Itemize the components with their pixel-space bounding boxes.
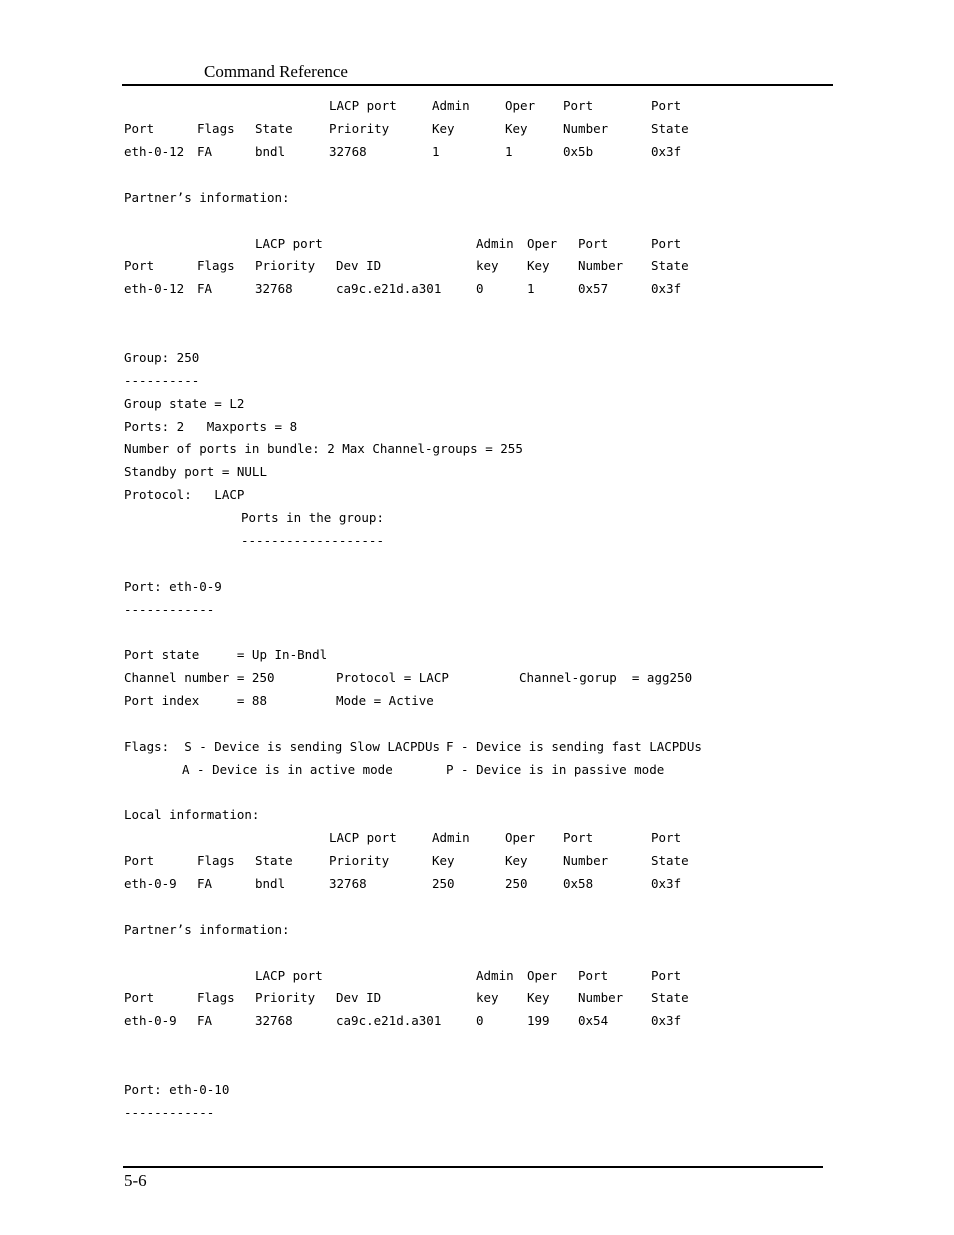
partner-header-port2: Port <box>651 236 682 251</box>
flags-f-line: F - Device is sending fast LACPDUs <box>446 739 702 754</box>
table-cell: eth-0-9 <box>124 876 177 891</box>
local-header-flags: Flags <box>197 853 235 868</box>
partner-header-lacp-port: LACP port <box>255 968 323 983</box>
port-eth-0-10-separator: ------------ <box>124 1105 215 1120</box>
partner-header-priority: Priority <box>255 990 316 1005</box>
table-cell: 0x54 <box>578 1013 609 1028</box>
table-cell: 0x3f <box>651 876 682 891</box>
table-cell: 0x57 <box>578 281 609 296</box>
partner-header-priority: Priority <box>255 258 316 273</box>
port-eth-0-10-label: Port: eth-0-10 <box>124 1082 230 1097</box>
table-cell: 32768 <box>255 281 293 296</box>
partner-header-lacp-port: LACP port <box>255 236 323 251</box>
table-cell: 0 <box>476 1013 484 1028</box>
local-header-oper: Oper <box>505 830 536 845</box>
table-cell: 0x58 <box>563 876 594 891</box>
table-cell: eth-0-12 <box>124 281 185 296</box>
port-eth-0-9-separator: ------------ <box>124 602 215 617</box>
table-cell: FA <box>197 1013 213 1028</box>
table-cell: ca9c.e21d.a301 <box>336 1013 442 1028</box>
table-cell: ca9c.e21d.a301 <box>336 281 442 296</box>
partner-header-flags: Flags <box>197 258 235 273</box>
partner-header-number: Number <box>578 990 624 1005</box>
local-header-admin: Admin <box>432 98 470 113</box>
ports-in-group-label: Ports in the group: <box>241 510 384 525</box>
channel-gorup-line: Channel-gorup = agg250 <box>519 670 693 685</box>
protocol-eq-line: Protocol = LACP <box>336 670 449 685</box>
local-header-priority: Priority <box>329 121 390 136</box>
channel-number-line: Channel number = 250 <box>124 670 275 685</box>
table-cell: 32768 <box>255 1013 293 1028</box>
flags-p-line: P - Device is in passive mode <box>446 762 665 777</box>
table-cell: 1 <box>505 144 513 159</box>
local-header-key2: Key <box>505 121 528 136</box>
partner-header-devid: Dev ID <box>336 990 382 1005</box>
local-header-port: Port <box>563 830 594 845</box>
partner-header-devid: Dev ID <box>336 258 382 273</box>
partner-header-key: key <box>476 990 499 1005</box>
table-cell: bndl <box>255 144 286 159</box>
table-cell: 1 <box>432 144 440 159</box>
group-line: Group: 250 <box>124 350 200 365</box>
local-header-priority: Priority <box>329 853 390 868</box>
table-cell: 250 <box>432 876 455 891</box>
table-cell: FA <box>197 144 213 159</box>
partner-header-key: key <box>476 258 499 273</box>
table-cell: 250 <box>505 876 528 891</box>
footer-rule <box>123 1166 823 1168</box>
header-rule <box>122 84 833 86</box>
table-cell: 0x3f <box>651 281 682 296</box>
local-header-number: Number <box>563 853 609 868</box>
local-header-state: State <box>255 853 293 868</box>
ports-line: Ports: 2 Maxports = 8 <box>124 419 298 434</box>
local-header-port2: Port <box>651 830 682 845</box>
partner-header-number: Number <box>578 258 624 273</box>
group-state-line: Group state = L2 <box>124 396 245 411</box>
local-header-state2: State <box>651 121 689 136</box>
partner-header-port: Port <box>578 236 609 251</box>
partner-header-oper: Oper <box>527 968 558 983</box>
local-header-state: State <box>255 121 293 136</box>
port-eth-0-9-label: Port: eth-0-9 <box>124 579 222 594</box>
partner-header-state: State <box>651 258 689 273</box>
table-cell: 32768 <box>329 144 367 159</box>
ports-in-group-separator: ------------------- <box>241 533 384 548</box>
local-header-flags: Flags <box>197 121 235 136</box>
flags-a-line: A - Device is in active mode <box>182 762 393 777</box>
table-cell: 0 <box>476 281 484 296</box>
partner-header-admin: Admin <box>476 236 514 251</box>
local-header-lacp-port: LACP port <box>329 830 397 845</box>
partner-header-port2: Port <box>651 968 682 983</box>
local-header-key: Key <box>432 853 455 868</box>
local-header-port-col: Port <box>124 121 155 136</box>
local-header-port: Port <box>563 98 594 113</box>
partner-header-port-col: Port <box>124 990 155 1005</box>
local-header-key2: Key <box>505 853 528 868</box>
local-info-label: Local information: <box>124 807 260 822</box>
partner-header-key2: Key <box>527 258 550 273</box>
table-cell: FA <box>197 281 213 296</box>
protocol-line: Protocol: LACP <box>124 487 245 502</box>
standby-line: Standby port = NULL <box>124 464 267 479</box>
table-cell: bndl <box>255 876 286 891</box>
table-cell: eth-0-12 <box>124 144 185 159</box>
table-cell: 0x5b <box>563 144 594 159</box>
table-cell: 199 <box>527 1013 550 1028</box>
local-header-state2: State <box>651 853 689 868</box>
partner-info-label: Partner’s information: <box>124 922 290 937</box>
local-header-number: Number <box>563 121 609 136</box>
partner-header-port-col: Port <box>124 258 155 273</box>
table-cell: 0x3f <box>651 1013 682 1028</box>
partner-header-key2: Key <box>527 990 550 1005</box>
group-separator: ---------- <box>124 373 200 388</box>
partner-header-admin: Admin <box>476 968 514 983</box>
partner-info-label: Partner’s information: <box>124 190 290 205</box>
table-cell: eth-0-9 <box>124 1013 177 1028</box>
table-cell: 32768 <box>329 876 367 891</box>
local-header-oper: Oper <box>505 98 536 113</box>
table-cell: 1 <box>527 281 535 296</box>
page-number: 5-6 <box>124 1171 147 1190</box>
partner-header-state: State <box>651 990 689 1005</box>
local-header-lacp-port: LACP port <box>329 98 397 113</box>
port-state-line: Port state = Up In-Bndl <box>124 647 328 662</box>
mode-line: Mode = Active <box>336 693 434 708</box>
table-cell: FA <box>197 876 213 891</box>
partner-header-oper: Oper <box>527 236 558 251</box>
local-header-port2: Port <box>651 98 682 113</box>
local-header-admin: Admin <box>432 830 470 845</box>
page-header-title: Command Reference <box>204 62 348 81</box>
bundle-line: Number of ports in bundle: 2 Max Channel-groups = 255 <box>124 441 523 456</box>
partner-header-flags: Flags <box>197 990 235 1005</box>
table-cell: 0x3f <box>651 144 682 159</box>
flags-s-line: Flags: S - Device is sending Slow LACPDUs <box>124 739 441 754</box>
partner-header-port: Port <box>578 968 609 983</box>
local-header-port-col: Port <box>124 853 155 868</box>
local-header-key: Key <box>432 121 455 136</box>
port-index-line: Port index = 88 <box>124 693 267 708</box>
